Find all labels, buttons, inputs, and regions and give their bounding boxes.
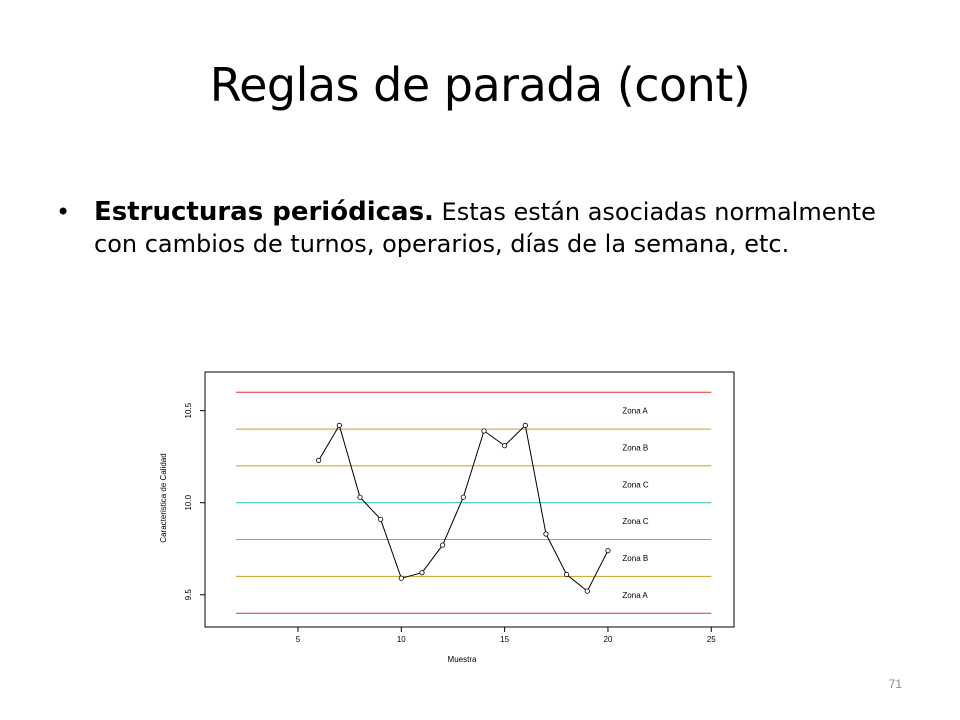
page-number: 71 (888, 677, 902, 691)
y-tick-label: 10.0 (184, 494, 193, 511)
x-tick-label: 20 (603, 635, 613, 644)
x-tick-label: 15 (500, 635, 510, 644)
data-point (482, 429, 486, 433)
slide-title: Reglas de parada (cont) (209, 58, 751, 112)
data-point (399, 576, 403, 580)
series-line-0 (319, 425, 608, 591)
data-point (461, 495, 465, 499)
bullet-body-text: Estas están asociadas normalmente con cambios de turnos, operarios, días de la semana, etc. (94, 198, 876, 258)
data-point (420, 570, 424, 574)
data-point (502, 443, 506, 447)
y-axis-label: Caracteristica de Calidad (159, 453, 168, 543)
data-point (337, 423, 341, 427)
bullet-dot: • (56, 198, 71, 226)
zone-label: Zona C (622, 480, 649, 490)
data-point (564, 572, 568, 576)
plot-frame (205, 372, 734, 627)
zone-label: Zona A (622, 406, 648, 416)
x-axis-label: Muestra (447, 655, 477, 664)
zone-label: Zona A (622, 590, 648, 600)
zone-label: Zona B (622, 553, 649, 563)
data-point (606, 548, 610, 552)
data-point (358, 495, 362, 499)
reference-lines (236, 392, 711, 613)
zone-label: Zona C (622, 517, 649, 527)
y-tick-label: 10.5 (184, 402, 193, 419)
data-series (316, 423, 610, 593)
data-point (316, 458, 320, 462)
data-point (440, 543, 444, 547)
bullet-bold-text: Estructuras periódicas. (94, 197, 434, 227)
zone-label: Zona B (622, 443, 649, 453)
x-tick-label: 5 (295, 635, 301, 644)
data-point (378, 517, 382, 521)
data-point (585, 589, 589, 593)
y-axis (184, 402, 205, 600)
x-tick-label: 10 (396, 635, 406, 644)
bullet-text (94, 196, 894, 260)
x-tick-label: 25 (706, 635, 716, 644)
control-chart (150, 360, 750, 670)
y-tick-label: 9.5 (184, 589, 193, 601)
data-point (544, 532, 548, 536)
x-axis (296, 627, 717, 644)
data-point (523, 423, 527, 427)
